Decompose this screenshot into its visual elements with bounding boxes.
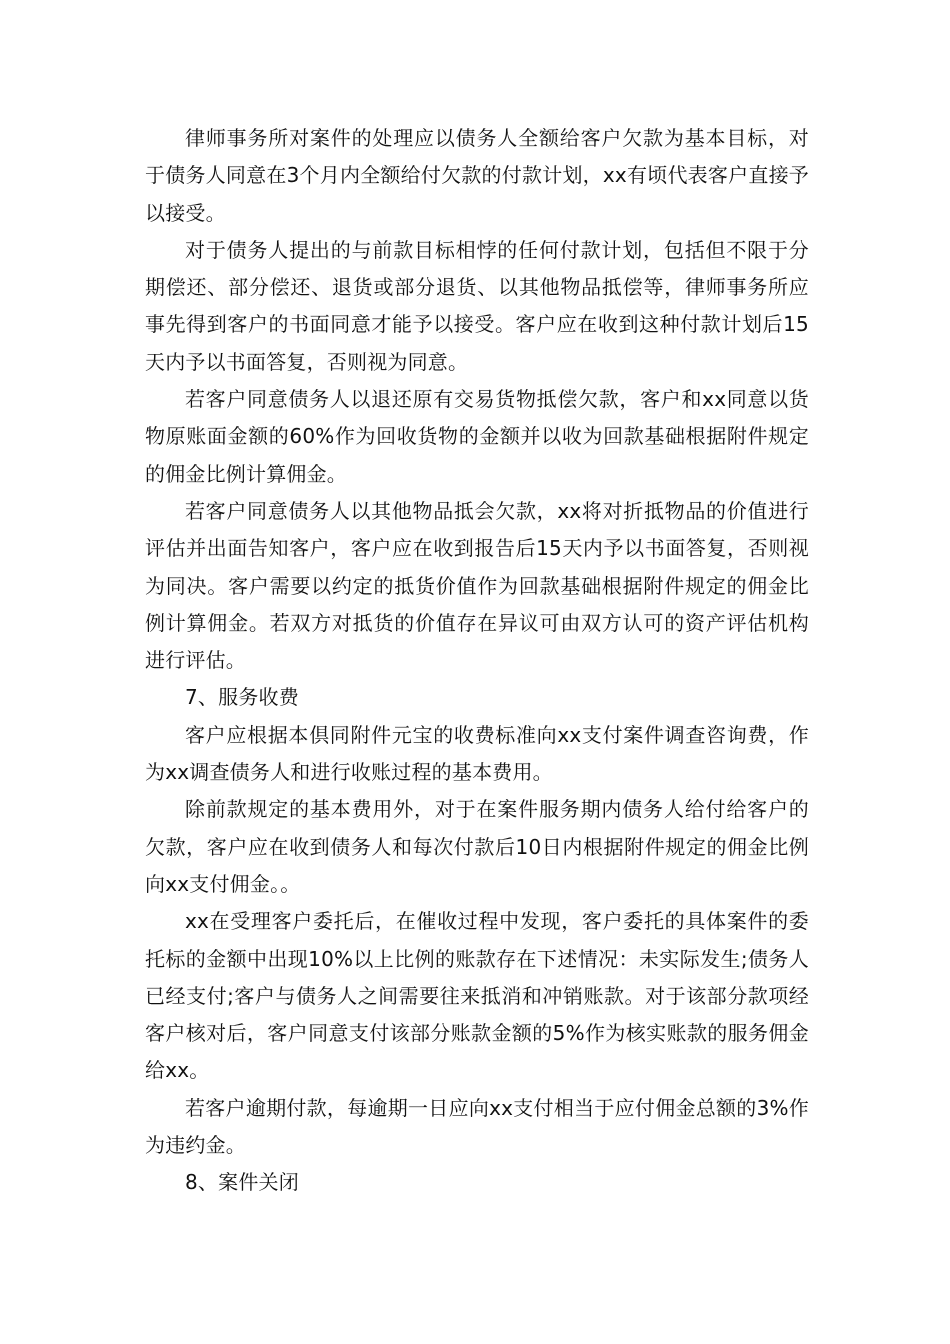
paragraph-verification-commission: xx在受理客户委托后，在催收过程中发现，客户委托的具体案件的委托标的金额中出现10%以上比例的账款存在下述情况：未实际发生;债务人已经支付;客户与债务人之间需要往来抵消和冲销账款。对于该部分款项经客户核对后，客户同意支付该部分账款金额的5%作为核实账款的服务佣金给xx。 bbox=[145, 909, 809, 1083]
paragraph-return-goods: 若客户同意债务人以退还原有交易货物抵偿欠款，客户和xx同意以货物原账面金额的60%作为回收货物的金额并以收为回款基础根据附件规定的佣金比例计算佣金。 bbox=[145, 387, 809, 486]
paragraph-case-handling: 律师事务所对案件的处理应以债务人全额给客户欠款为基本目标，对于债务人同意在3个月内全额给付欠款的付款计划，xx有顷代表客户直接予以接受。 bbox=[145, 126, 809, 225]
paragraph-other-goods: 若客户同意债务人以其他物品抵会欠款，xx将对折抵物品的价值进行评估并出面告知客户，客户应在收到报告后15天内予以书面答复，否则视为同决。客户需要以约定的抵货价值作为回款基础根据附件规定的佣金比例计算佣金。若双方对抵货的价值存在异议可由双方认可的资产评估机构进行评估。 bbox=[145, 498, 809, 673]
paragraph-payment-plan: 对于债务人提出的与前款目标相悖的任何付款计划，包括但不限于分期偿还、部分偿还、退货或部分退货、以其他物品抵偿等，律师事务所应事先得到客户的书面同意才能予以接受。客户应在收到这种付款计划后15天内予以书面答复，否则视为同意。 bbox=[145, 237, 809, 374]
document-body bbox=[145, 120, 809, 1202]
paragraph-consulting-fee: 客户应根据本倶同附件元宝的收费标准向xx支付案件调查咨询费，作为xx调查债务人和进行收账过程的基本费用。 bbox=[145, 722, 809, 785]
section-heading-service-fee: 7、服务收费 bbox=[185, 685, 299, 710]
section-heading-case-closure: 8、案件关闭 bbox=[185, 1170, 299, 1195]
paragraph-commission: 除前款规定的基本费用外，对于在案件服务期内债务人给付给客户的欠款，客户应在收到债务人和每次付款后10日内根据附件规定的佣金比例向xx支付佣金。。 bbox=[145, 797, 809, 896]
paragraph-late-penalty: 若客户逾期付款，每逾期一日应向xx支付相当于应付佣金总额的3%作为违约金。 bbox=[145, 1095, 809, 1158]
